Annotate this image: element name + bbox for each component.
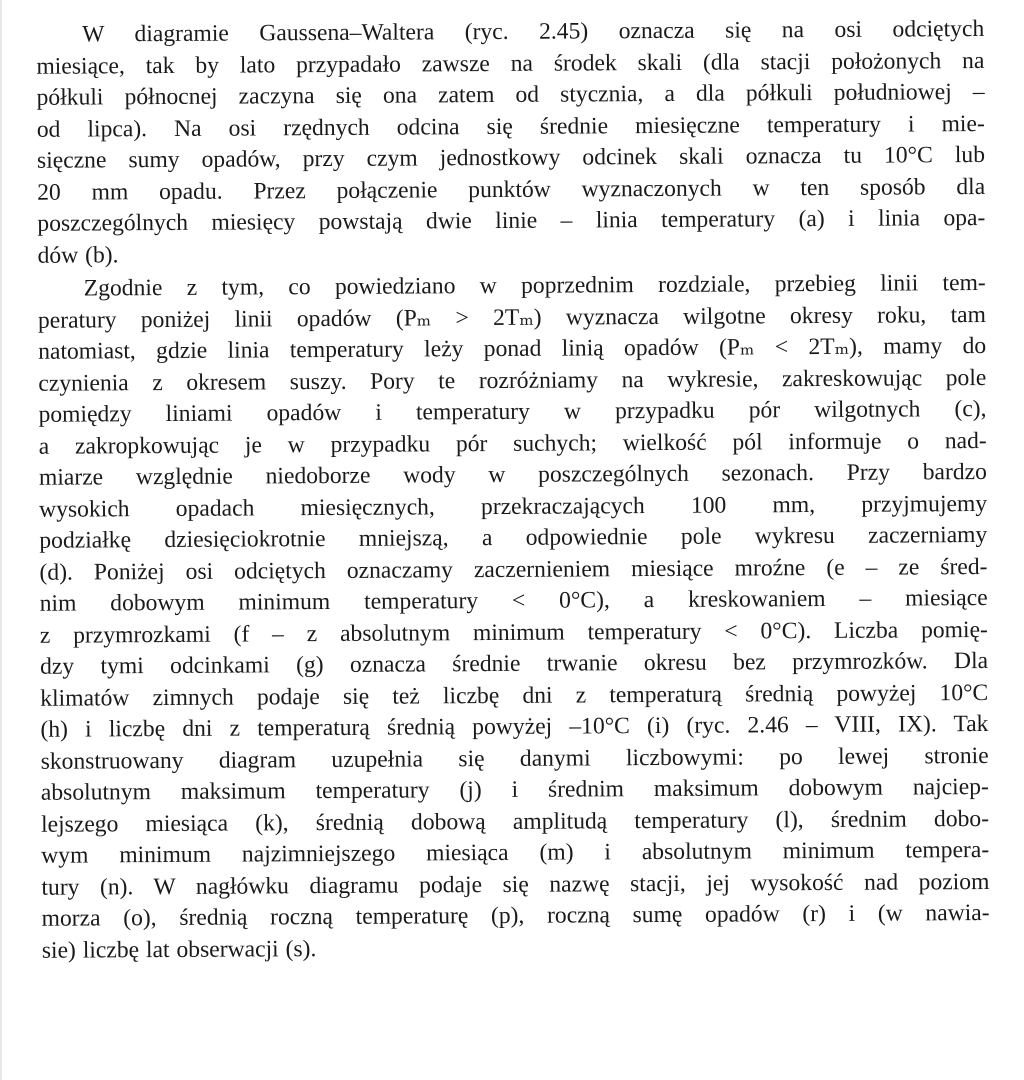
text-line: skonstruowany diagram uzupełnia się danymi liczbowymi: po lewej stronie xyxy=(40,742,989,775)
text-line: z przymrozkami (f – z absolutnym minimum temperatury < 0°C). Liczba pomię- xyxy=(39,616,988,649)
text-line: peratury poniżej linii opadów (Pₘ > 2Tₘ) wyznacza wilgotne okresy roku, tam xyxy=(37,301,987,334)
text-line: pomiędzy liniami opadów i temperatury w przypadku pór wilgotnych (c), xyxy=(38,395,987,428)
text-line: a zakropkowując je w przypadku pór suchych; wielkość pól informuje o nad- xyxy=(38,427,987,460)
text-line: (d). Poniżej osi odciętych oznaczamy zaczernieniem miesiące mroźne (e – ze śred- xyxy=(39,553,988,586)
text-line: miesiące, tak by lato przypadało zawsze na środek skali (dla stacji położonych na xyxy=(36,47,985,80)
text-line: lejszego miesiąca (k), średnią dobową amplitudą temperatury (l), średnim dobo- xyxy=(40,805,990,838)
text-line: czynienia z okresem suszy. Pory te rozróżniamy na wykresie, zakreskowując pole xyxy=(38,364,987,397)
text-line: poszczególnych miesięcy powstają dwie linie – linia temperatury (a) i linia opa- xyxy=(37,204,986,237)
paragraph-1 xyxy=(36,14,986,272)
text-line: (h) i liczbę dni z temperaturą średnią powyżej –10°C (i) (ryc. 2.46 – VIII, IX). Tak xyxy=(40,710,989,743)
text-line: podziałkę dziesięciokrotnie mniejszą, a odpowiednie pole wykresu zaczerniamy xyxy=(39,521,988,554)
text-line: tury (n). W nagłówku diagramu podaje się nazwę stacji, jej wysokość nad poziom xyxy=(41,868,990,901)
text-line: morza (o), średnią roczną temperaturę (p), roczną sumę opadów (r) i (w nawia- xyxy=(41,899,990,932)
text-line: sięczne sumy opadów, przy czym jednostkowy odcinek skali oznacza tu 10°C lub xyxy=(36,141,986,174)
text-line: od lipca). Na osi rzędnych odcina się średnie miesięczne temperatury i mie- xyxy=(36,110,985,143)
text-line: Zgodnie z tym, co powiedziano w poprzednim rozdziale, przebieg linii tem- xyxy=(83,269,986,302)
text-line: absolutnym maksimum temperatury (j) i średnim maksimum dobowym najciep- xyxy=(40,773,989,806)
paragraph-2 xyxy=(38,268,990,967)
text-line: wysokich opadach miesięcznych, przekraczających 100 mm, przyjmujemy xyxy=(39,490,988,523)
text-line: półkuli północnej zaczyna się ona zatem od stycznia, a dla półkuli południowej – xyxy=(36,78,985,111)
text-line: dów (b). xyxy=(37,241,119,269)
text-line: sie) liczbę lat obserwacji (s). xyxy=(41,935,317,964)
text-line: 20 mm opadu. Przez połączenie punktów wyznaczonych w ten sposób dla xyxy=(37,173,986,206)
text-line: natomiast, gdzie linia temperatury leży ponad linią opadów (Pₘ < 2Tₘ), mamy do xyxy=(38,332,987,365)
text-line: wym minimum najzimniejszego miesiąca (m) i absolutnym minimum tempera- xyxy=(41,836,990,869)
text-line: klimatów zimnych podaje się też liczbę dni z temperaturą średnią powyżej 10°C xyxy=(40,679,989,712)
text-line: W diagramie Gaussena–Waltera (ryc. 2.45) oznacza się na osi odciętych xyxy=(82,15,985,48)
text-line: miarze względnie niedoborze wody w poszczególnych sezonach. Przy bardzo xyxy=(38,458,987,491)
text-line: nim dobowym minimum temperatury < 0°C), a kreskowaniem – miesiące xyxy=(39,584,988,617)
text-line: dzy tymi odcinkami (g) oznacza średnie trwanie okresu bez przymrozków. Dla xyxy=(39,647,989,680)
